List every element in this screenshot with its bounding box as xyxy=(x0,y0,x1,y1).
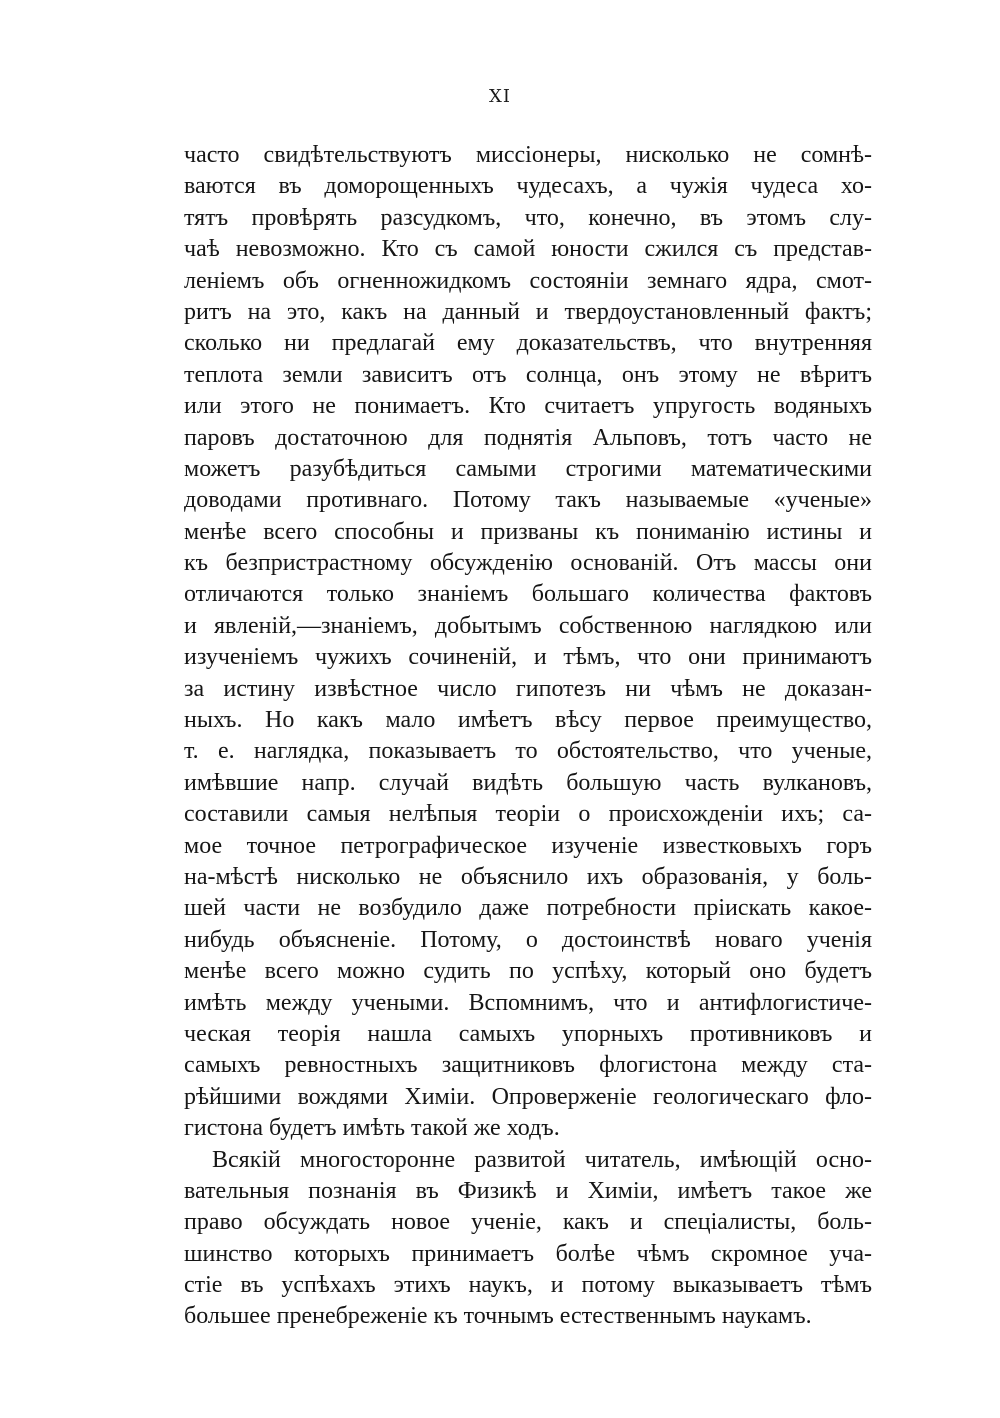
text-line: паровъ достаточною для поднятія Альповъ, тотъ часто не xyxy=(184,424,872,451)
text-line: ныхъ. Но какъ мало имѣетъ вѣсу первое преимущество, xyxy=(184,707,872,734)
text-line: ваются въ доморощенныхъ чудесахъ, а чужія чудеса хо- xyxy=(184,173,872,200)
page-number: XI xyxy=(489,86,511,107)
text-line: отличаются только знаніемъ большаго количества фактовъ xyxy=(184,581,872,608)
text-line: часто свидѣтельствуютъ миссіонеры, нисколько не сомнѣ- xyxy=(184,142,872,168)
paragraph xyxy=(184,1145,872,1333)
text-line: доводами противнаго. Потому такъ называемые «ученые» xyxy=(184,487,872,514)
text-line: стіе въ успѣхахъ этихъ наукъ, и потому выказываетъ тѣмъ xyxy=(184,1272,872,1299)
text-line: тятъ провѣрять разсудкомъ, что, конечно, въ этомъ слу- xyxy=(184,204,872,231)
text-line: мое точное петрографическое изученіе известковыхъ горъ xyxy=(184,832,872,859)
text-line: на-мѣстѣ нисколько не объяснило ихъ образованія, у боль- xyxy=(184,863,872,890)
text-line: рѣйшими вождями Химіи. Опроверженіе геологическаго фло- xyxy=(184,1083,872,1110)
text-line: Всякій многосторонне развитой читатель, имѣющій осно- xyxy=(212,1146,872,1173)
text-line: сколько ни предлагай ему доказательствъ, что внутренняя xyxy=(184,330,872,357)
text-line: имѣть между учеными. Вспомнимъ, что и антифлогистиче- xyxy=(184,989,872,1016)
text-line: къ безпристрастному обсужденію основаній. Отъ массы они xyxy=(184,550,872,577)
text-line: имѣвшие напр. случай видѣть большую часть вулкановъ, xyxy=(184,769,872,796)
text-line: менѣе всего можно судить по успѣху, который оно будетъ xyxy=(184,958,872,985)
text-line: за истину извѣстное число гипотезъ ни чѣмъ не доказан- xyxy=(184,675,872,702)
text-line: теплота земли зависитъ отъ солнца, онъ этому не вѣритъ xyxy=(184,361,872,388)
text-line: ческая теорія нашла самыхъ упорныхъ противниковъ и xyxy=(184,1020,872,1047)
text-line: большее пренебреженіе къ точнымъ естественнымъ наукамъ. xyxy=(184,1303,812,1330)
text-line: или этого не понимаетъ. Кто считаетъ упругость водяныхъ xyxy=(184,393,872,420)
text-line: вательныя познанія въ Физикѣ и Химіи, имѣетъ такое же xyxy=(184,1177,872,1204)
body-text xyxy=(184,140,872,1333)
text-line: ритъ на это, какъ на данный и твердоустановленный фактъ; xyxy=(184,298,872,325)
text-line: нибудь объясненіе. Потому, о достоинствѣ новаго ученія xyxy=(184,926,872,953)
text-line: самыхъ ревностныхъ защитниковъ флогистона между ста- xyxy=(184,1052,872,1079)
text-line: леніемъ объ огненножидкомъ состояніи земнаго ядра, смот- xyxy=(184,267,872,294)
text-line: чаѣ невозможно. Кто съ самой юности сжился съ представ- xyxy=(184,236,872,263)
text-line: право обсуждать новое ученіе, какъ и спеціалисты, боль- xyxy=(184,1209,872,1236)
text-line: составили самыя нелѣпыя теоріи о происхожденіи ихъ; са- xyxy=(184,801,872,828)
paragraph xyxy=(184,140,872,1145)
text-line: т. е. наглядка, показываетъ то обстоятельство, что ученые, xyxy=(184,738,872,765)
text-line: и явленій,—знаніемъ, добытымъ собственною наглядкою или xyxy=(184,612,872,639)
text-line: изученіемъ чужихъ сочиненій, и тѣмъ, что они принимаютъ xyxy=(184,644,872,671)
text-line: можетъ разубѣдиться самыми строгими математическими xyxy=(184,455,872,482)
text-line: гистона будетъ имѣть такой же ходъ. xyxy=(184,1115,560,1142)
text-line: шинство которыхъ принимаетъ болѣе чѣмъ скромное уча- xyxy=(184,1240,872,1267)
text-line: менѣе всего способны и призваны къ пониманію истины и xyxy=(184,518,872,545)
text-line: шей части не возбудило даже потребности пріискать какое- xyxy=(184,895,872,922)
